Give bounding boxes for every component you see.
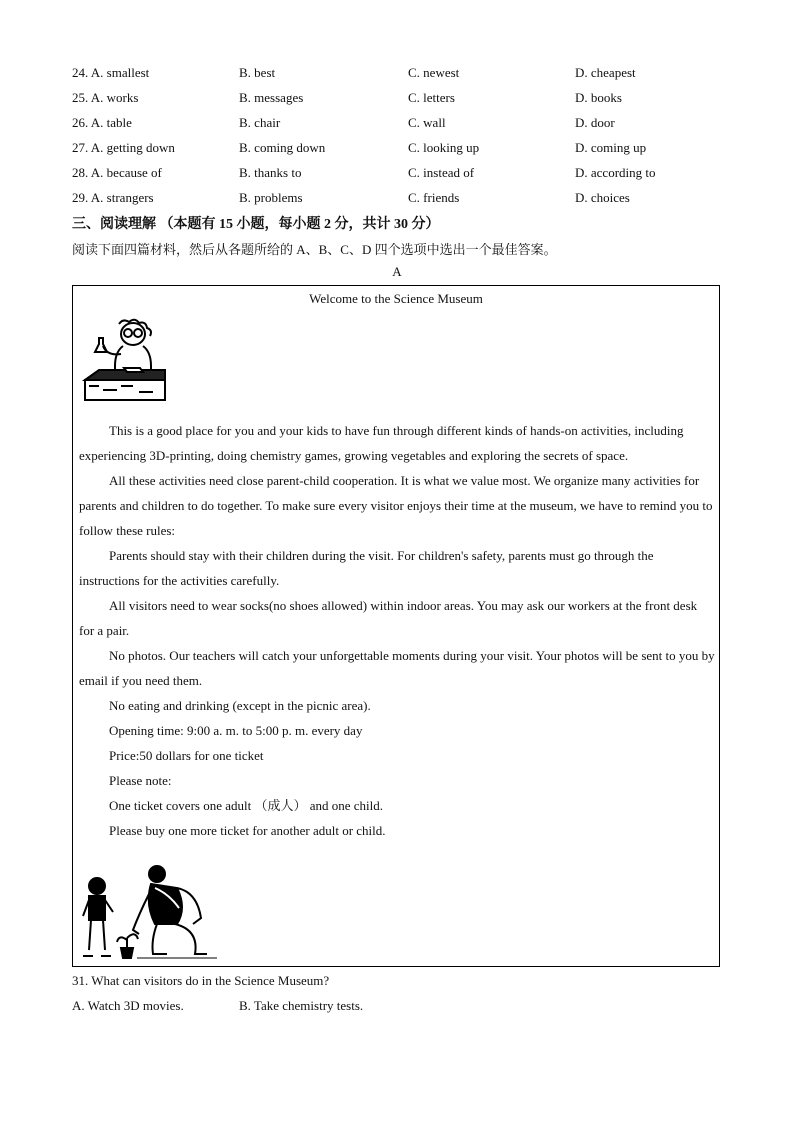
paragraph: All visitors need to wear socks(no shoes allowed) within indoor areas. You may ask our workers at the front desk for a pair. <box>79 598 698 638</box>
option-row-25 <box>72 88 732 113</box>
passage-letter: A <box>392 264 402 279</box>
option-b: B. best <box>239 65 276 80</box>
option-d: D. door <box>575 115 615 130</box>
option-c: C. instead of <box>408 165 475 180</box>
paragraph: No photos. Our teachers will catch your unforgettable moments during your visit. Your photos will be sent to you by email if you need them. <box>79 648 715 688</box>
option-row-27 <box>72 138 732 163</box>
option-c: C. looking up <box>408 140 480 155</box>
ticket-price: Price:50 dollars for one ticket <box>109 748 264 763</box>
option-a: 29. A. strangers <box>72 190 154 205</box>
option-b: B. problems <box>239 190 303 205</box>
parent-child-illustration <box>77 864 217 962</box>
option-c: C. newest <box>408 65 460 80</box>
option-a: 24. A. smallest <box>72 65 150 80</box>
option-b: B. thanks to <box>239 165 302 180</box>
option-a: 25. A. works <box>72 90 139 105</box>
option-d: D. choices <box>575 190 630 205</box>
paragraph: All these activities need close parent-child cooperation. It is what we value most. We organize many activities for parents and children to do together. To make sure every visitor enjoys their time at the museum, we have to remind you to follow these rules: <box>79 473 713 538</box>
option-c: C. friends <box>408 190 460 205</box>
options-list <box>72 63 732 213</box>
question-31-stem: 31. What can visitors do in the Science Museum? <box>72 973 330 988</box>
note-heading: Please note: <box>109 773 172 788</box>
paragraph: This is a good place for you and your kids to have fun through different kinds of hands-on activities, including experiencing 3D-printing, doing chemistry games, growing vegetables and exploring the secrets of space. <box>79 423 684 463</box>
option-a: 28. A. because of <box>72 165 162 180</box>
paragraph: Parents should stay with their children during the visit. For children's safety, parents must go through the instructions for the activities carefully. <box>79 548 654 588</box>
option-row-28 <box>72 163 732 188</box>
option-a: A. Watch 3D movies. <box>72 998 184 1013</box>
option-b: B. Take chemistry tests. <box>239 998 364 1013</box>
note-line: Please buy one more ticket for another adult or child. <box>109 823 386 838</box>
rule-line: No eating and drinking (except in the picnic area). <box>109 698 371 713</box>
option-row-29 <box>72 188 732 213</box>
option-d: D. coming up <box>575 140 647 155</box>
note-line: One ticket covers one adult （成人） and one child. <box>109 798 384 813</box>
passage-box <box>72 285 720 967</box>
section-instruction: 阅读下面四篇材料，然后从各题所给的 A、B、C、D 四个选项中选出一个最佳答案。 <box>72 242 557 257</box>
option-c: C. wall <box>408 115 446 130</box>
option-d: D. books <box>575 90 622 105</box>
option-c: C. letters <box>408 90 455 105</box>
question-31-options <box>72 998 572 1018</box>
opening-time: Opening time: 9:00 a. m. to 5:00 p. m. every day <box>109 723 363 738</box>
option-b: B. messages <box>239 90 304 105</box>
passage-body <box>79 418 715 843</box>
option-d: D. according to <box>575 165 656 180</box>
passage-title: Welcome to the Science Museum <box>309 291 483 306</box>
option-row-24 <box>72 63 732 88</box>
option-a: 27. A. getting down <box>72 140 175 155</box>
scientist-illustration <box>81 316 169 406</box>
option-b: B. coming down <box>239 140 326 155</box>
option-d: D. cheapest <box>575 65 636 80</box>
section-title: 三、阅读理解 （本题有 15 小题，每小题 2 分，共计 30 分） <box>72 217 440 232</box>
option-a: 26. A. table <box>72 115 132 130</box>
option-b: B. chair <box>239 115 281 130</box>
option-row-26 <box>72 113 732 138</box>
